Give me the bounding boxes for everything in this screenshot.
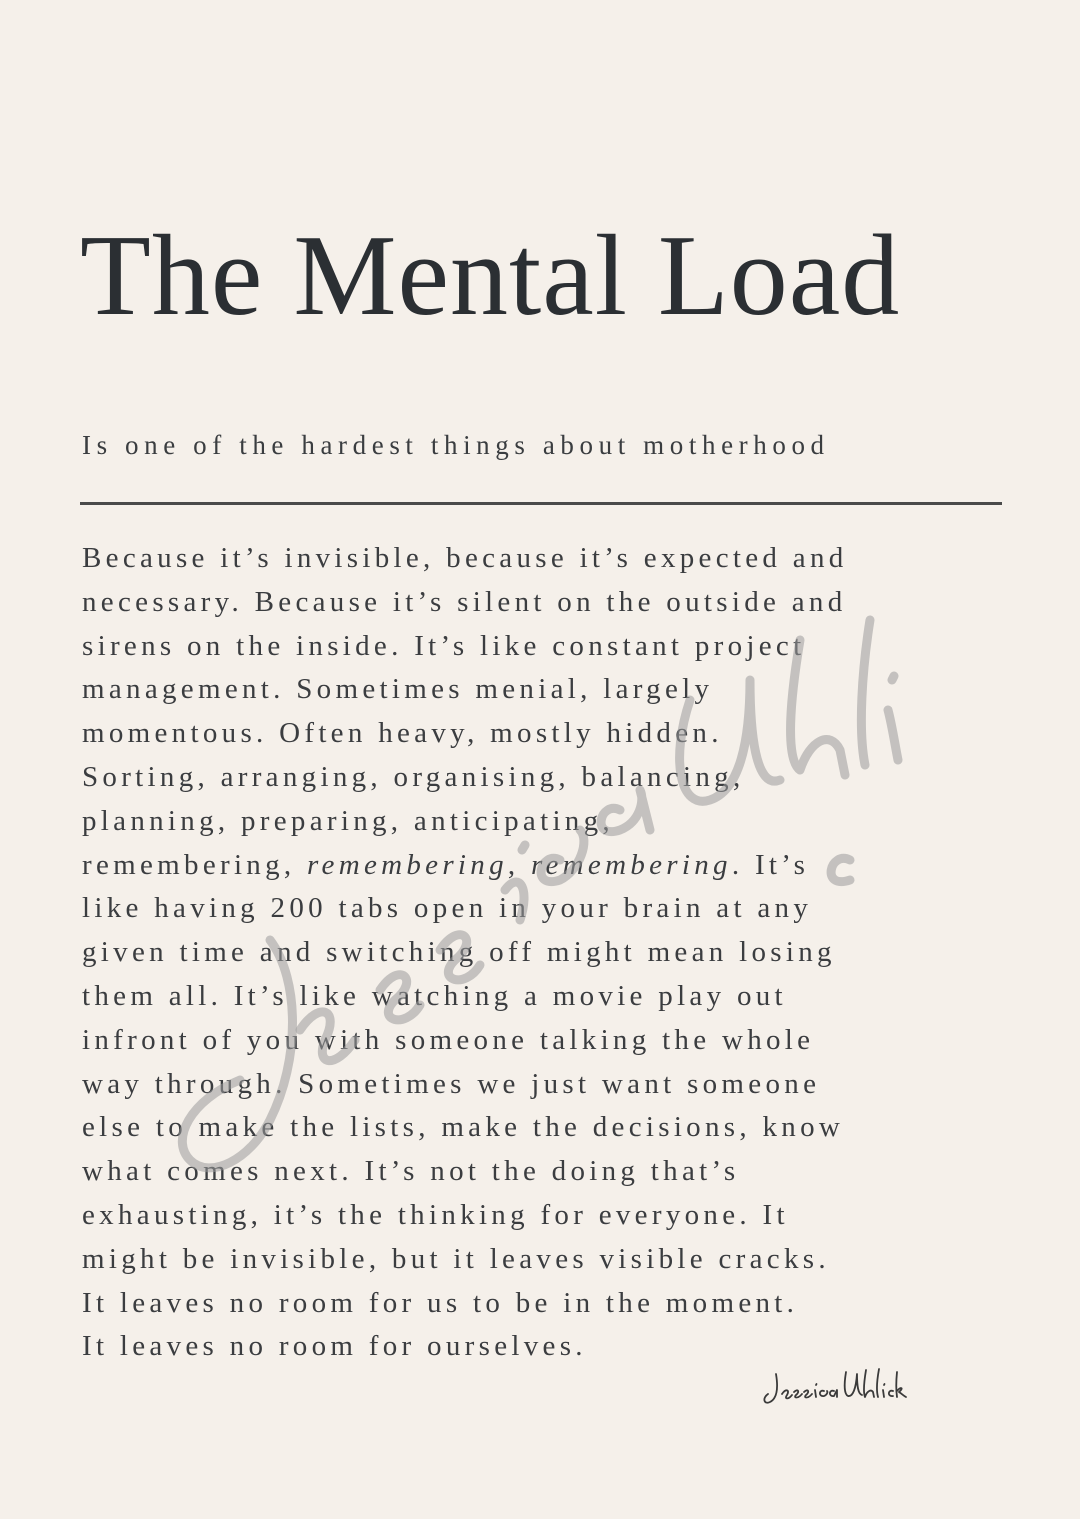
body-line: It leaves no room for ourselves. (82, 1330, 587, 1363)
body-text-fragment: . It’s (731, 848, 810, 881)
body-line: infront of you with someone talking the whole (82, 1023, 815, 1056)
body-line: might be invisible, but it leaves visible cracks. (82, 1242, 830, 1275)
body-line: necessary. Because it’s silent on the outside and (82, 585, 847, 618)
title-divider (80, 502, 1002, 505)
poem-body (82, 537, 1042, 1369)
body-line: what comes next. It’s not the doing that’s (82, 1155, 740, 1188)
body-line: management. Sometimes menial, largely (82, 673, 714, 706)
body-line-remembering (82, 844, 1042, 888)
body-line: sirens on the inside. It’s like constant project (82, 629, 806, 662)
body-line: way through. Sometimes we just want someone (82, 1067, 821, 1100)
italic-remembering: remembering (530, 848, 732, 881)
italic-remembering: remembering (307, 848, 508, 881)
body-line: Because it’s invisible, because it’s expected and (82, 542, 848, 574)
body-text-fragment: , (507, 848, 531, 881)
body-line: else to make the lists, make the decisions, know (82, 1111, 845, 1144)
author-signature (760, 1364, 910, 1412)
body-line: exhausting, it’s the thinking for everyone. It (82, 1198, 789, 1231)
body-line: planning, preparing, anticipating, (82, 804, 614, 837)
body-line: Sorting, arranging, organising, balancing, (82, 760, 745, 793)
body-line: them all. It’s like watching a movie play out (82, 979, 787, 1012)
body-line: given time and switching off might mean losing (82, 936, 836, 969)
body-text-fragment: remembering, (82, 848, 308, 881)
poster-subtitle: Is one of the hardest things about motherhood (82, 430, 830, 460)
body-line: It leaves no room for us to be in the moment. (82, 1286, 799, 1319)
body-line: like having 200 tabs open in your brain at any (82, 892, 813, 925)
poster-title: The Mental Load (80, 212, 901, 340)
body-line: momentous. Often heavy, mostly hidden. (82, 717, 723, 750)
